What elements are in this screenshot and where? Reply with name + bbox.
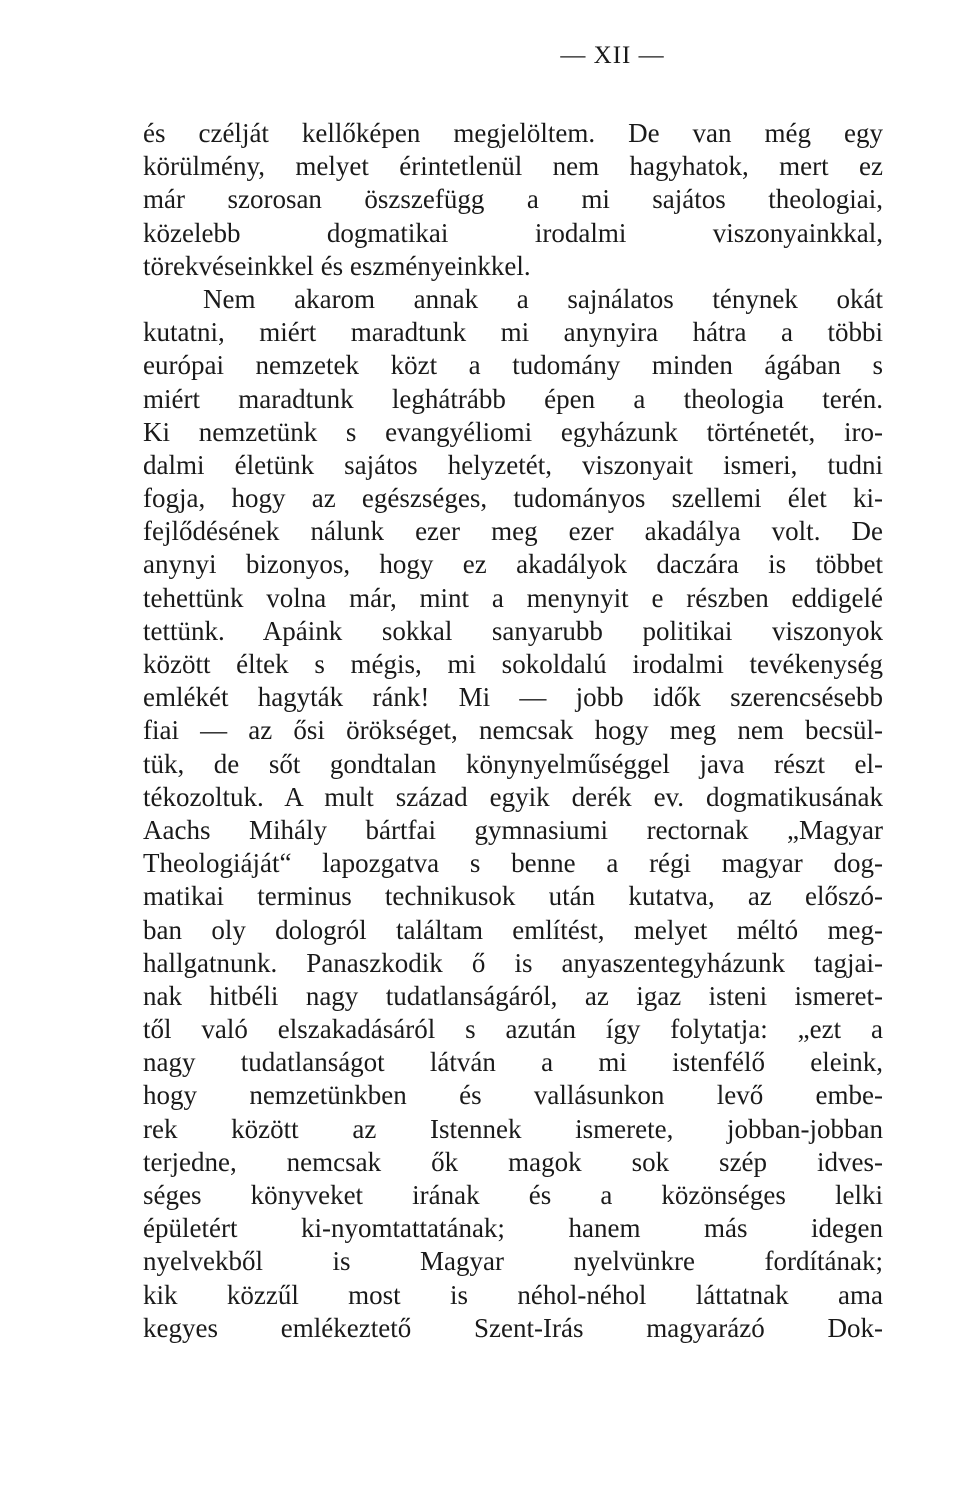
text-line: fejlődésének nálunk ezer meg ezer akadálya volt. De: [143, 516, 883, 547]
text-line: között éltek s mégis, mi sokoldalú irodalmi tevékenység: [143, 649, 883, 679]
text-line: rek között az Istennek ismerete, jobban-jobban: [143, 1113, 883, 1144]
text-line: ban oly dologról találtam említést, melyet méltó meg-: [143, 914, 883, 945]
text-line: európai nemzetek közt a tudomány minden ágában s: [143, 350, 883, 381]
text-line: től való elszakadásáról s azután így folytatja: „ezt a: [143, 1014, 883, 1045]
text-line: Ki nemzetünk s evangyéliomi egyházunk történetét, iro-: [143, 416, 883, 447]
text-line: Aachs Mihály bártfai gymnasiumi rectornak „Magyar: [143, 814, 883, 845]
text-line: hogy nemzetünkben és vallásunkon levő embe-: [143, 1080, 883, 1111]
text-line: tehettünk volna már, mint a menynyit e részben eddigelé: [143, 582, 883, 613]
text-line: kegyes emlékeztető Szent-Irás magyarázó Dok-: [143, 1312, 883, 1343]
text-line: törekvéseinkkel és eszményeinkkel.: [143, 250, 531, 281]
text-line: dalmi életünk sajátos helyzetét, viszonyait ismeri, tudni: [143, 449, 883, 480]
text-line: fogja, hogy az egészséges, tudományos szellemi élet ki-: [143, 483, 883, 514]
text-line: és czélját kellőképen megjelöltem. De van még egy: [143, 118, 883, 148]
text-line: hallgatnunk. Panaszkodik ő is anyaszentegyházunk tagjai-: [143, 947, 883, 978]
text-line: fiai — az ősi örökséget, nemcsak hogy meg nem becsül-: [143, 715, 883, 746]
text-line: Nem akarom annak a sajnálatos ténynek okát: [203, 283, 883, 314]
text-line: tük, de sőt gondtalan könynyelműséggel java részt el-: [143, 748, 883, 779]
text-line: körülmény, melyet érintetlenül nem hagyhatok, mert ez: [143, 151, 883, 182]
text-line: nak hitbéli nagy tudatlanságáról, az igaz isteni ismeret-: [143, 980, 883, 1011]
text-line: terjedne, nemcsak ők magok sok szép idves-: [143, 1146, 883, 1177]
text-line: anynyi bizonyos, hogy ez akadályok daczára is többet: [143, 549, 883, 580]
text-line: kutatni, miért maradtunk mi anynyira hátra a többi: [143, 317, 883, 348]
text-line: közelebb dogmatikai irodalmi viszonyainkkal,: [143, 217, 883, 248]
text-line: miért maradtunk leghátrább épen a theologia terén.: [143, 383, 883, 414]
body-text: [143, 117, 883, 1345]
text-line: tékozoltuk. A mult század egyik derék ev. dogmatikusának: [143, 781, 883, 812]
text-line: nagy tudatlanságot látván a mi istenfélő eleink,: [143, 1047, 883, 1078]
text-line: matikai terminus technikusok után kutatva, az előszó-: [143, 881, 883, 912]
text-line: séges könyveket irának és a közönséges lelki: [143, 1180, 883, 1210]
text-line: nyelvekből is Magyar nyelvünkre fordítának;: [143, 1246, 883, 1277]
text-line: tettünk. Apáink sokkal sanyarubb politikai viszonyok: [143, 615, 883, 646]
page-number: — XII —: [560, 42, 665, 69]
text-line: Theologiáját“ lapozgatva s benne a régi magyar dog-: [143, 848, 883, 879]
text-line: már szorosan öszszefügg a mi sajátos theologiai,: [143, 184, 883, 215]
text-line: épületért ki-nyomtattatának; hanem más idegen: [143, 1213, 883, 1244]
text-line: kik közzűl most is néhol-néhol láttatnak ama: [143, 1279, 883, 1310]
text-line: emlékét hagyták ránk! Mi — jobb idők szerencsésebb: [143, 682, 883, 713]
